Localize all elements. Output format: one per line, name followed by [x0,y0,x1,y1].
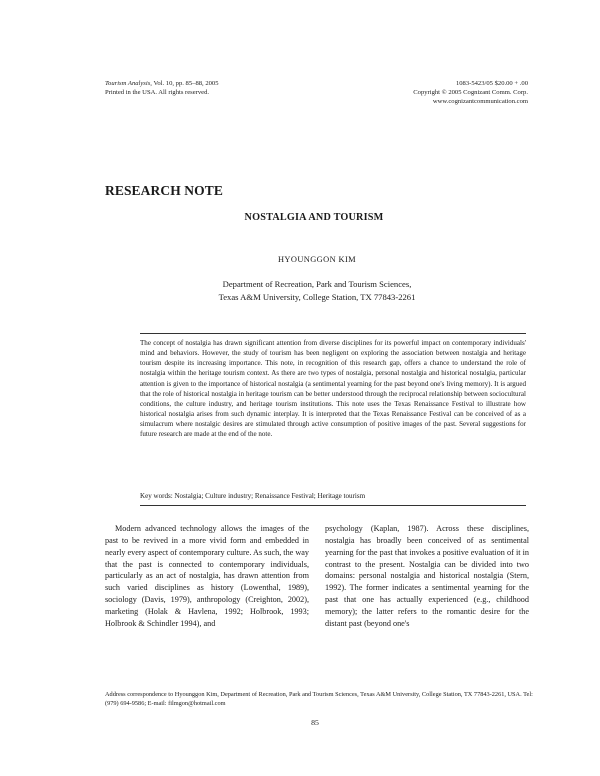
correspondence-footnote: Address correspondence to Hyounggon Kim, Department of Recreation, Park and Tourism Sciences, Texas A&M University, College Station, TX 77843-2261, USA. Tel: (979) 694-9586; E-mail: filmgon@hotmail.com [105,691,533,707]
running-header-left [105,79,219,97]
section-label: RESEARCH NOTE [105,183,223,198]
abstract: The concept of nostalgia has drawn significant attention from diverse disciplines for its powerful impact on contemporary individuals' mind and behaviors. However, the study of tourism has been negligent on exploring the association between nostalgia and heritage tourism despite its increasing importance. This note, in recognition of this research gap, offers a chance to understand the role of nostalgia within the heritage tourism context. As there are two types of nostalgia, personal nostalgia and historical nostalgia, particular attention is given to the importance of historical nostalgia (a sentimental yearning for the past beyond one's living memory). It is argued that the role of historical nostalgia in heritage tourism can be better understood through the reciprocal relationship between sociocultural conditions, the culture industry, and heritage tourism institutions. This note uses the Texas Renaissance Festival to illustrate how historical nostalgia arises from such dynamic interplay. It is interpreted that the Texas Renaissance Festival can be conceived of as a simulacrum where nostalgic desires are stimulated through active consumption of positive images of the past. Several suggestions for future research are made at the end of the note. [140,339,526,439]
affiliation-line-1: Department of Recreation, Park and Tourism Sciences, [222,279,412,289]
page-number: 85 [311,718,319,727]
abstract-top-rule [140,333,526,334]
affiliation-line-2: Texas A&M University, College Station, TX 77843-2261 [218,291,416,302]
issn-price: 1083-5423/05 $20.00 + .00 [455,80,528,87]
author-name: HYOUNGGON KIM [277,255,356,264]
article-title: NOSTALGIA AND TOURISM [244,212,384,223]
abstract-bottom-rule [140,505,526,506]
copyright-notice: Copyright © 2005 Cognizant Comm. Corp. [413,89,528,96]
journal-name: Tourism Analysis [105,80,151,87]
publisher-website: www.cognizantcommunication.com [432,98,528,105]
body-column-left: Modern advanced technology allows the images of the past to be revived in a more vivid form and embedded in nearly every aspect of contemporary culture. As such, the way that the past is connected to contemporary individuals, particularly as an act of nostalgia, has drawn attention from such varied disciplines as history (Lowenthal, 1989), sociology (Davis, 1979), anthropology (Creighton, 2002), marketing (Holak & Havlena, 1992; Holbrook, 1993; Holbrook & Schindler 1994), and [105,524,309,628]
body-column-right: psychology (Kaplan, 1987). Across these disciplines, nostalgia has broadly been conceived of as sentimental yearning for the past that invokes a positive evaluation of it in contrast to the present. Nostalgia can be divided into two domains: personal nostalgia and historical nostalgia (Stern, 1992). The former indicates a sentimental yearning for the past that one has actually experienced (e.g., childhood memory); the latter refers to the romantic desire for the distant past (beyond one's [325,524,529,628]
journal-citation: , Vol. 10, pp. 85–88, 2005 [150,80,219,87]
running-header-right [413,79,528,106]
printed-notice: Printed in the USA. All rights reserved. [105,89,210,96]
author-affiliation [0,278,600,303]
keywords: Key words: Nostalgia; Culture industry; Renaissance Festival; Heritage tourism [140,492,366,500]
